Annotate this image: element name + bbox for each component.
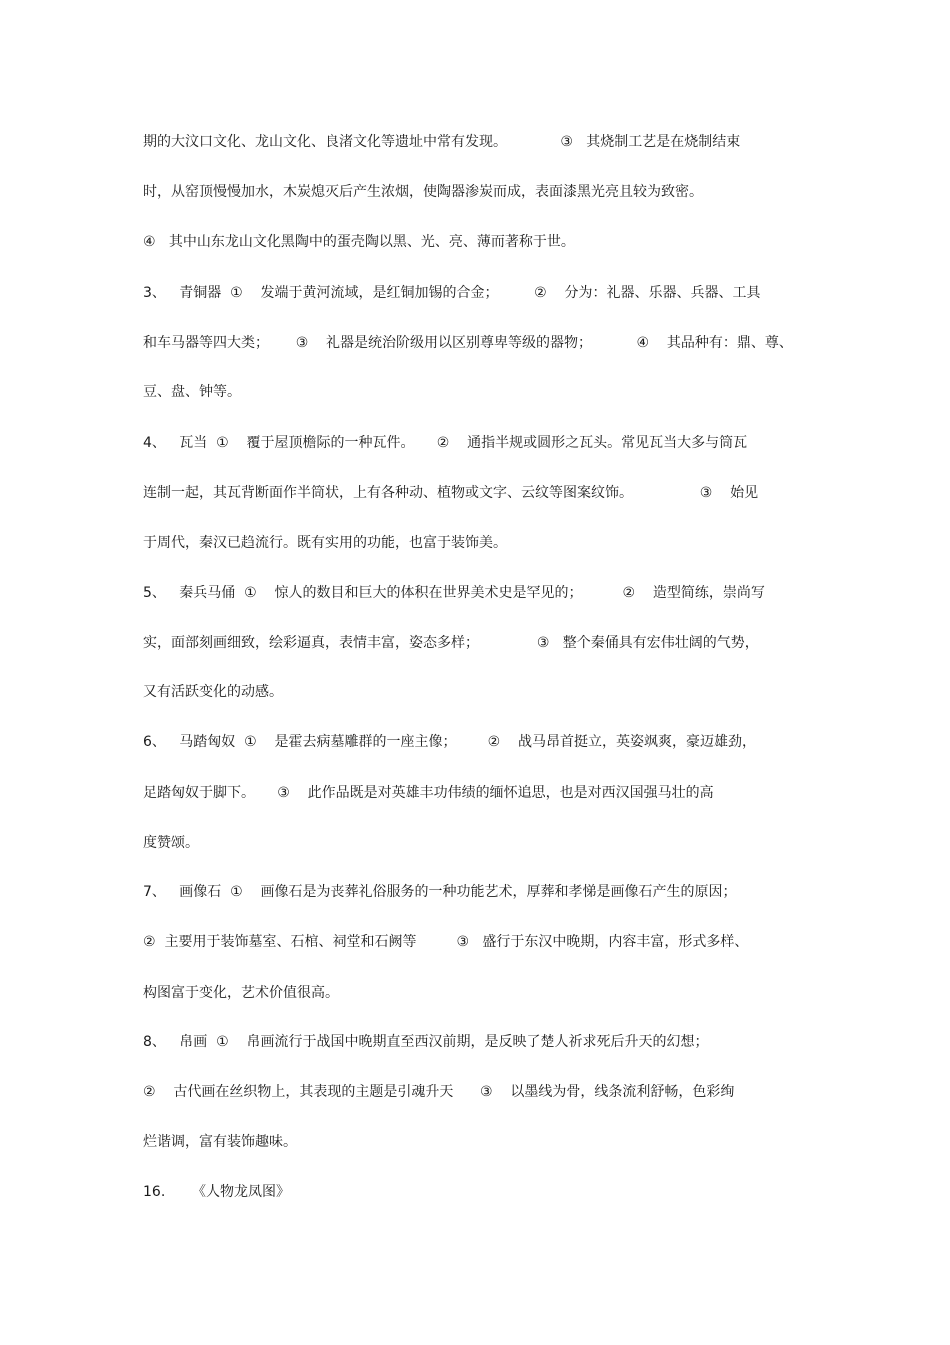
section-7-heading: 7、 画像石 ① 画像石是为丧葬礼俗服务的一种功能艺术，厚葬和孝悌是画像石产生的原因；	[143, 884, 737, 900]
text-line: 期的大汶口文化、龙山文化、良渚文化等遗址中常有发现。 ③ 其烧制工艺是在烧制结束	[143, 134, 741, 150]
text-line: 构图富于变化，艺术价值很高。	[143, 985, 339, 1001]
section-16-heading: 16. 《人物龙凤图》	[143, 1184, 290, 1200]
text-line: 实，面部刻画细致，绘彩逼真，表情丰富，姿态多样； ③ 整个秦俑具有宏伟壮阔的气势，	[143, 635, 759, 651]
text-line: 连制一起，其瓦背断面作半筒状，上有各种动、植物或文字、云纹等图案纹饰。 ③ 始见	[143, 485, 759, 501]
text-line: ② 主要用于装饰墓室、石棺、祠堂和石阙等 ③ 盛行于东汉中晚期，内容丰富，形式多样、	[143, 934, 749, 950]
section-8-heading: 8、 帛画 ① 帛画流行于战国中晚期直至西汉前期，是反映了楚人祈求死后升天的幻想；	[143, 1034, 709, 1050]
text-line: 时，从窑顶慢慢加水，木炭熄灭后产生浓烟，使陶器渗炭而成，表面漆黑光亮且较为致密。	[143, 184, 703, 200]
text-line: 度赞颂。	[143, 835, 199, 851]
text-line: ② 古代画在丝织物上，其表现的主题是引魂升天 ③ 以墨线为骨，线条流利舒畅，色彩绚	[143, 1084, 735, 1100]
text-line: ④ 其中山东龙山文化黑陶中的蛋壳陶以黑、光、亮、薄而著称于世。	[143, 234, 575, 250]
section-4-heading: 4、 瓦当 ① 覆于屋顶檐际的一种瓦件。 ② 通指半规或圆形之瓦头。常见瓦当大多与筒瓦	[143, 435, 748, 451]
text-line: 于周代，秦汉已趋流行。既有实用的功能，也富于装饰美。	[143, 535, 507, 551]
section-3-heading: 3、 青铜器 ① 发端于黄河流域，是红铜加锡的合金； ② 分为：礼器、乐器、兵器、工具	[143, 285, 761, 301]
text-line: 豆、盘、钟等。	[143, 384, 241, 400]
section-6-heading: 6、 马踏匈奴 ① 是霍去病墓雕群的一座主像； ② 战马昂首挺立，英姿飒爽，豪迈雄劲，	[143, 734, 757, 750]
section-5-heading: 5、 秦兵马俑 ① 惊人的数目和巨大的体积在世界美术史是罕见的； ② 造型简练，崇尚写	[143, 585, 765, 601]
text-line: 又有活跃变化的动感。	[143, 684, 283, 700]
text-line: 烂谐调，富有装饰趣味。	[143, 1134, 297, 1150]
text-line: 和车马器等四大类； ③ 礼器是统治阶级用以区别尊卑等级的器物； ④ 其品种有：鼎、尊、	[143, 335, 793, 351]
text-line: 足踏匈奴于脚下。 ③ 此作品既是对英雄丰功伟绩的缅怀追思，也是对西汉国强马壮的高	[143, 785, 714, 801]
